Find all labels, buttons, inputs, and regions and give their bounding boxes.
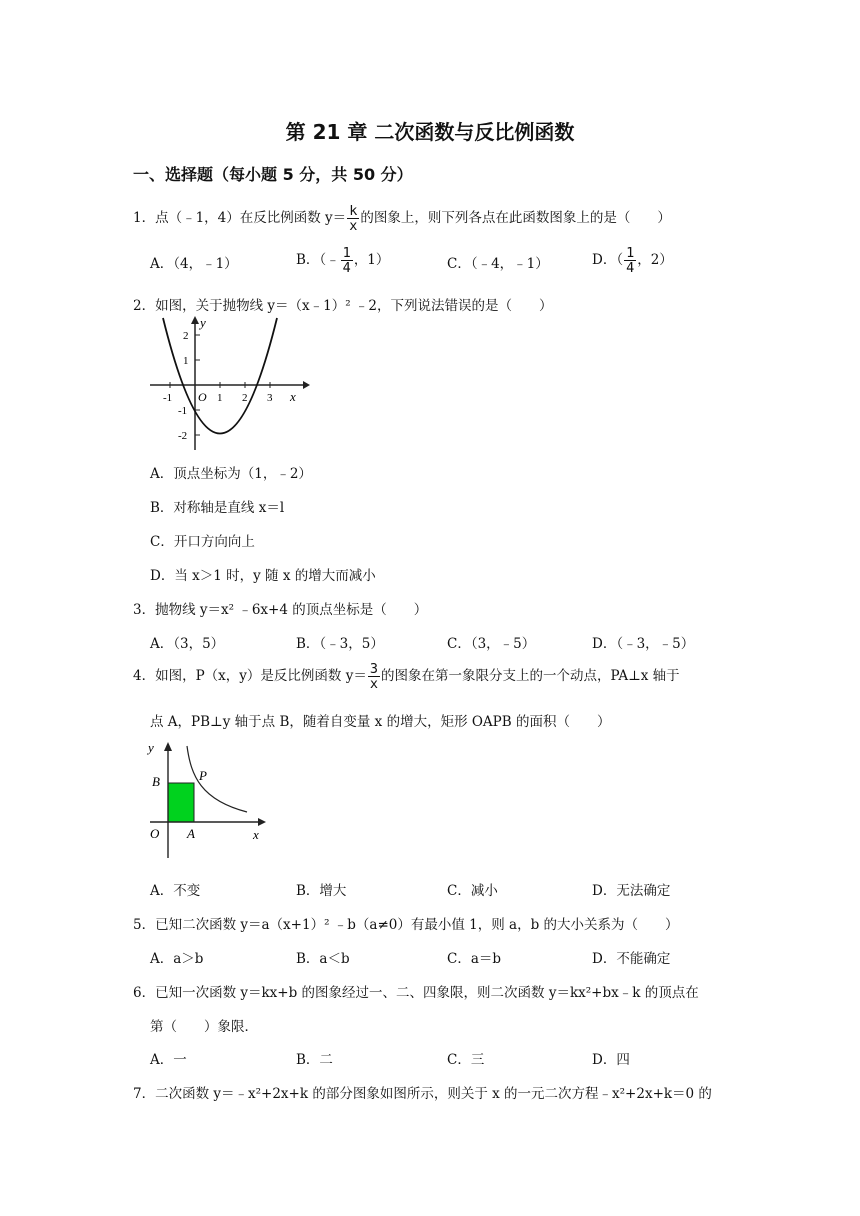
q2-parabola-graph	[145, 315, 310, 455]
question-6-stem-line2: 第（ ）象限．	[150, 1019, 258, 1035]
q6-option-b: B．二	[296, 1052, 333, 1068]
q6-option-d: D．四	[592, 1052, 630, 1068]
q6-option-c: C．三	[447, 1052, 485, 1068]
q1-stem-pre: 1．点（﹣1，4）在反比例函数 y＝	[133, 210, 347, 226]
q1-option-b-denominator: 4	[342, 260, 351, 276]
q1-fraction-numerator: k	[349, 203, 358, 219]
q4-option-a: A．不变	[150, 883, 201, 899]
q2-y-tick-neg1: -1	[178, 405, 188, 417]
q1-option-b-numerator: 1	[342, 245, 351, 261]
q5-option-a: A．a＞b	[150, 951, 204, 967]
q4-fraction	[368, 662, 380, 691]
q4-fraction-numerator: 3	[369, 661, 378, 677]
question-3-stem: 3．抛物线 y＝x² ﹣6x+4 的顶点坐标是（ ）	[133, 602, 428, 618]
q2-x-label: x	[290, 389, 296, 404]
question-7-stem-line1: 7．二次函数 y＝﹣x²+2x+k 的部分图象如图所示，则关于 x 的一元二次方程﹣x²+2x+k＝0 的	[133, 1086, 712, 1102]
q4-point-a-label: A	[187, 826, 195, 841]
q2-origin-label: O	[198, 390, 207, 404]
q2-y-label: y	[200, 315, 206, 330]
q4-option-c: C．减小	[447, 883, 498, 899]
q3-option-d: D．（﹣3，﹣5）	[592, 636, 695, 652]
q2-option-d: D．当 x＞1 时，y 随 x 的增大而减小	[150, 568, 376, 584]
q1-option-c: C．（﹣4，﹣1）	[447, 256, 549, 272]
document-title: 第 21 章 二次函数与反比例函数	[285, 120, 575, 144]
q6-option-a: A．一	[150, 1052, 187, 1068]
q4-option-b: B．增大	[296, 883, 347, 899]
q1-option-a: A．（4，﹣1）	[150, 256, 238, 272]
q4-x-axis-arrow	[258, 818, 266, 826]
q4-hyperbola-curve	[187, 746, 247, 812]
q4-hyperbola-graph	[145, 738, 270, 863]
q1-option-d	[592, 246, 673, 275]
q1-option-b-post: ，1）	[353, 252, 390, 268]
q2-y-axis-arrow	[191, 316, 199, 324]
section-heading: 一、选择题（每小题 5 分，共 50 分）	[133, 165, 413, 184]
q1-option-b	[296, 246, 389, 275]
q1-option-d-denominator: 4	[626, 260, 635, 276]
q4-x-label: x	[253, 827, 259, 842]
q2-y-tick-neg2: -2	[178, 430, 188, 442]
q1-option-d-numerator: 1	[626, 245, 635, 261]
q2-x-tick-1: 1	[217, 392, 223, 404]
q2-x-axis-arrow	[303, 381, 310, 389]
q1-option-d-post: ，2）	[637, 252, 673, 268]
q2-x-tick-2: 2	[242, 392, 248, 404]
q5-option-b: B．a＜b	[296, 951, 350, 967]
q3-option-b: B．（﹣3，5）	[296, 636, 384, 652]
q4-stem-pre: 4．如图，P（x，y）是反比例函数 y＝	[133, 668, 367, 684]
question-4-stem-line1	[133, 662, 680, 691]
question-4-stem-line2: 点 A，PB⊥y 轴于点 B，随着自变量 x 的增大，矩形 OAPB 的面积（ ）	[150, 714, 611, 730]
q4-point-p-label: P	[199, 768, 207, 783]
q4-option-d: D．无法确定	[592, 883, 671, 899]
q3-option-a: A．（3，5）	[150, 636, 225, 652]
q5-option-c: C．a＝b	[447, 951, 502, 967]
q1-option-b-pre: B．（﹣	[296, 252, 340, 268]
q2-x-tick-neg1: -1	[163, 392, 173, 404]
q4-y-label: y	[148, 740, 154, 755]
q1-stem-post: 的图象上，则下列各点在此函数图象上的是（ ）	[360, 210, 671, 226]
question-1-stem	[133, 204, 671, 233]
q2-option-a: A．顶点坐标为（1，﹣2）	[150, 466, 312, 482]
q1-fraction	[347, 204, 359, 233]
q2-option-c: C．开口方向向上	[150, 534, 255, 550]
question-5-stem: 5．已知二次函数 y＝a（x+1）² ﹣b（a≠0）有最小值 1，则 a，b 的大小关系为（ ）	[133, 917, 679, 933]
q2-x-tick-3: 3	[267, 392, 273, 404]
q4-origin-label: O	[150, 826, 160, 841]
q2-y-tick-2: 2	[183, 330, 189, 342]
q3-option-c: C．（3，﹣5）	[447, 636, 536, 652]
q1-fraction-denominator: x	[349, 218, 358, 234]
q5-option-d: D．不能确定	[592, 951, 671, 967]
q2-y-tick-1: 1	[183, 355, 189, 367]
q4-y-axis-arrow	[164, 742, 172, 751]
q4-point-b-label: B	[152, 774, 160, 789]
q4-stem-post: 的图象在第一象限分支上的一个动点，PA⊥x 轴于	[380, 668, 680, 684]
q1-option-d-fraction	[624, 246, 636, 275]
q4-fraction-denominator: x	[369, 676, 378, 692]
q4-rectangle-oapb	[168, 783, 194, 822]
question-6-stem-line1: 6．已知一次函数 y＝kx+b 的图象经过一、二、四象限，则二次函数 y＝kx²+bx﹣k 的顶点在	[133, 985, 699, 1001]
q2-option-b: B．对称轴是直线 x＝l	[150, 500, 285, 516]
q1-option-b-fraction	[341, 246, 353, 275]
q1-option-d-pre: D．（	[592, 252, 624, 268]
question-2-stem: 2．如图，关于抛物线 y＝（x﹣1）² ﹣2，下列说法错误的是（ ）	[133, 298, 553, 314]
